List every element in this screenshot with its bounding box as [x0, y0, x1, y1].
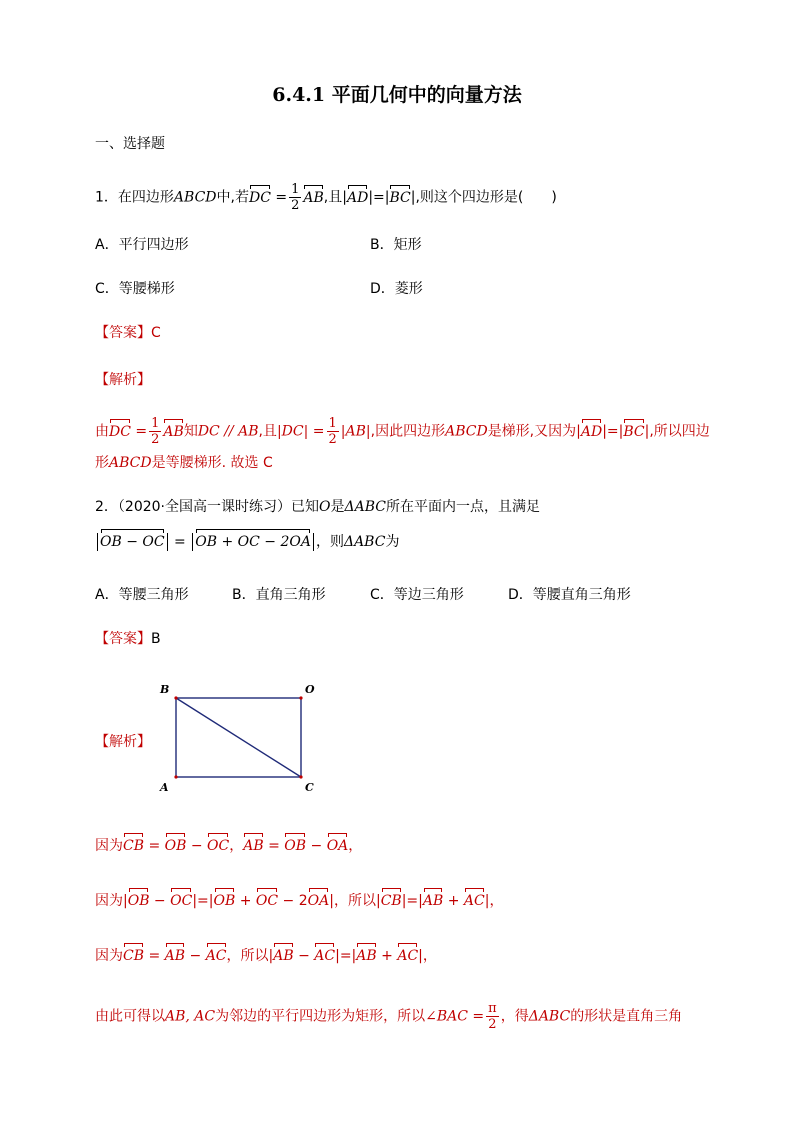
vector-bc: BC: [389, 189, 411, 206]
q2-solution-line-2: 因为|OB − OC|=|OB + OC − 2OA|，所以|CB|=|AB + AC|，: [95, 893, 504, 909]
label-o: O: [305, 683, 315, 696]
fraction-half: $\frac{1}{2}$: [291, 182, 300, 213]
question-2-stem: 2．（2020·全国高一课时练习）已知O是ΔABC所在平面内一点，且满足: [95, 499, 540, 515]
label-b: B: [160, 683, 170, 696]
q1-option-c[interactable]: C．等腰梯形: [95, 281, 175, 297]
figure-diagonal-bc: [176, 698, 301, 777]
vector-ad: AD: [346, 189, 369, 206]
point-b: [174, 696, 177, 699]
q2-option-d[interactable]: D．等腰直角三角形: [508, 587, 631, 603]
point-a: [174, 775, 177, 778]
q2-solution-line-3: 因为CB = AB − AC，所以|AB − AC|=|AB + AC|，: [95, 948, 437, 964]
q1-analysis-tag: 【解析】: [95, 372, 151, 388]
q2-analysis-tag: 【解析】: [95, 734, 151, 750]
vector-ab: AB: [303, 189, 324, 206]
question-1-stem: 1．在四边形ABCD中,若DC = $\frac{1}{2}$ AB,且|AD|=|BC|,则这个四边形是( ): [95, 182, 557, 213]
label-c: C: [305, 781, 314, 794]
rectangle-figure: [155, 680, 325, 795]
q1-answer: 【答案】C: [95, 325, 161, 341]
label-a: A: [160, 781, 169, 794]
vector-dc: DC: [248, 189, 271, 206]
q2-option-b[interactable]: B．直角三角形: [232, 587, 326, 603]
q2-solution-line-4: 由此可得以AB, AC为邻边的平行四边形为矩形，所以∠BAC = $\frac{\pi}{2}$ ，得ΔABC的形状是直角三角: [95, 1001, 683, 1032]
question-2-equation: OB − OC = OB + OC − 2OA ，则ΔABC为: [95, 532, 399, 552]
q2-solution-line-1: 因为CB = OB − OC，AB = OB − OA，: [95, 838, 363, 854]
point-c: [299, 775, 302, 778]
q1-option-d[interactable]: D．菱形: [370, 281, 423, 297]
q1-option-a[interactable]: A．平行四边形: [95, 237, 189, 253]
point-o: [299, 696, 302, 699]
q1-solution-line-2: 形ABCD是等腰梯形. 故选 C: [95, 455, 273, 471]
q2-option-c[interactable]: C．等边三角形: [370, 587, 464, 603]
q1-solution-line-1: 由DC = $\frac{1}{2}$ AB知DC // AB,且|DC| = $\frac{1}{2}$ |AB|,因此四边形ABCD是梯形,又因为|AD|=|BC|,所以四边: [95, 416, 710, 447]
q2-option-a[interactable]: A．等腰三角形: [95, 587, 189, 603]
q1-option-b[interactable]: B．矩形: [370, 237, 422, 253]
page-title: 6.4.1 平面几何中的向量方法: [272, 84, 522, 106]
q2-answer: 【答案】B: [95, 631, 161, 647]
section-heading: 一、选择题: [95, 136, 165, 152]
